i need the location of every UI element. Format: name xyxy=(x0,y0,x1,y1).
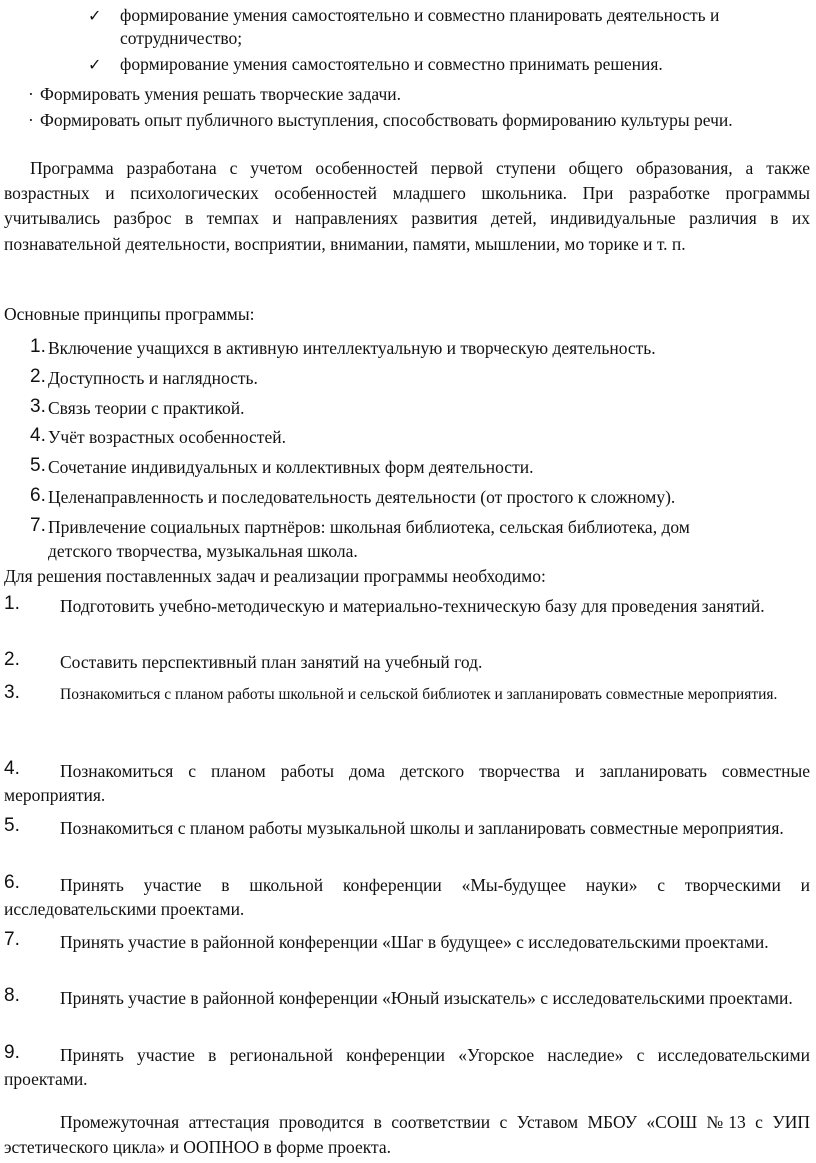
list-number: 4. xyxy=(30,425,46,446)
task-item xyxy=(4,1043,810,1091)
bullet-text: Формировать опыт публичного выступления, способствовать формированию культуры речи. xyxy=(40,110,733,130)
task-text: Познакомиться с планом работы дома детского творчества и запланировать совместные мероприятия. xyxy=(4,761,810,805)
list-number: 7. xyxy=(30,515,46,536)
task-text: Принять участие в региональной конференции «Угорское наследие» с исследовательскими проектами. xyxy=(4,1045,810,1089)
list-number: 5. xyxy=(4,815,20,836)
bullet-dot: · xyxy=(28,84,34,104)
task-item xyxy=(4,986,810,1010)
checklist-text: формирование умения самостоятельно и совместно планировать деятельность и сотрудничество; xyxy=(120,5,720,48)
bullet-dot: · xyxy=(28,110,34,130)
list-number: 1. xyxy=(30,336,46,357)
principle-text: Доступность и наглядность. xyxy=(48,368,258,388)
principles-heading: Основные принципы программы: xyxy=(4,304,255,324)
list-number: 7. xyxy=(4,929,20,950)
principle-text: Сочетание индивидуальных и коллективных форм деятельности. xyxy=(48,457,534,477)
task-item xyxy=(4,873,810,921)
list-number: 6. xyxy=(30,485,46,506)
list-number: 8. xyxy=(4,985,20,1006)
task-text: Принять участие в школьной конференции «Мы-будущее науки» с творческими и исследовательскими проектами. xyxy=(4,875,810,919)
principle-text: Учёт возрастных особенностей. xyxy=(48,427,286,447)
principle-item xyxy=(30,515,810,563)
bullet-item xyxy=(28,82,810,107)
bullet-item xyxy=(28,108,810,133)
final-paragraph-text: Промежуточная аттестация проводится в соответствии с Уставом МБОУ «СОШ №13 с УИП эстетического цикла» и ООПНОО в форме проекта. xyxy=(4,1112,810,1157)
checkmark-icon: ✓ xyxy=(88,55,102,74)
list-number: 1. xyxy=(4,593,20,614)
task-item xyxy=(4,594,810,618)
task-text: Составить перспективный план занятий на учебный год. xyxy=(60,652,483,672)
principle-text: Привлечение социальных партнёров: школьная библиотека, сельская библиотека, дом xyxy=(48,517,690,537)
principle-item xyxy=(30,396,810,420)
task-text: Подготовить учебно-методическую и материально-техническую базу для проведения занятий. xyxy=(60,596,765,616)
bullet-text: Формировать умения решать творческие задачи. xyxy=(40,84,402,104)
principle-item xyxy=(30,366,810,390)
checklist-item xyxy=(88,53,808,76)
list-number: 3. xyxy=(30,396,46,417)
task-text: Принять участие в районной конференции «Юный изыскатель» с исследовательскими проектами. xyxy=(60,988,793,1008)
principle-text: Связь теории с практикой. xyxy=(48,398,245,418)
task-text: Познакомиться с планом работы музыкальной школы и запланировать совместные мероприятия. xyxy=(60,818,784,838)
list-number: 2. xyxy=(30,366,46,387)
task-item xyxy=(4,683,810,707)
list-number: 2. xyxy=(4,649,20,670)
intro-paragraph xyxy=(4,156,810,257)
final-paragraph xyxy=(4,1110,810,1160)
list-number: 3. xyxy=(4,682,20,703)
principle-text: Включение учащихся в активную интеллектуальную и творческую деятельность. xyxy=(48,338,656,358)
list-number: 4. xyxy=(4,758,20,779)
list-number: 6. xyxy=(4,872,20,893)
checklist-text: формирование умения самостоятельно и совместно принимать решения. xyxy=(120,54,663,74)
task-text: Принять участие в районной конференции «Шаг в будущее» с исследовательскими проектами. xyxy=(60,932,769,952)
principle-item xyxy=(30,455,810,479)
principle-item xyxy=(30,336,810,360)
principle-item xyxy=(30,425,810,449)
task-item xyxy=(4,816,810,840)
tasks-heading: Для решения поставленных задач и реализации программы необходимо: xyxy=(4,566,546,586)
task-text: Познакомиться с планом работы школьной и сельской библиотек и запланировать совместные мероприятия. xyxy=(60,686,778,703)
task-item xyxy=(4,650,810,674)
task-item xyxy=(4,759,810,807)
intro-paragraph-text: Программа разработана с учетом особенностей первой ступени общего образования, а также возрастных и психологических особенностей младшего школьника. При разработке программы учитывались разброс в темпах и направлениях развития детей, индивидуальные различия в их познавательной деятельности, восприятии, внимании, памяти, мышлении, мо торике и т. п. xyxy=(4,158,810,254)
list-number: 5. xyxy=(30,455,46,476)
principle-item xyxy=(30,485,810,509)
list-number: 9. xyxy=(4,1042,20,1063)
principle-text: Целенаправленность и последовательность деятельности (от простого к сложному). xyxy=(48,487,676,507)
checkmark-icon: ✓ xyxy=(88,6,102,25)
principle-text-continuation: детского творчества, музыкальная школа. xyxy=(48,541,358,561)
task-item xyxy=(4,930,810,954)
checklist-item xyxy=(88,4,808,50)
